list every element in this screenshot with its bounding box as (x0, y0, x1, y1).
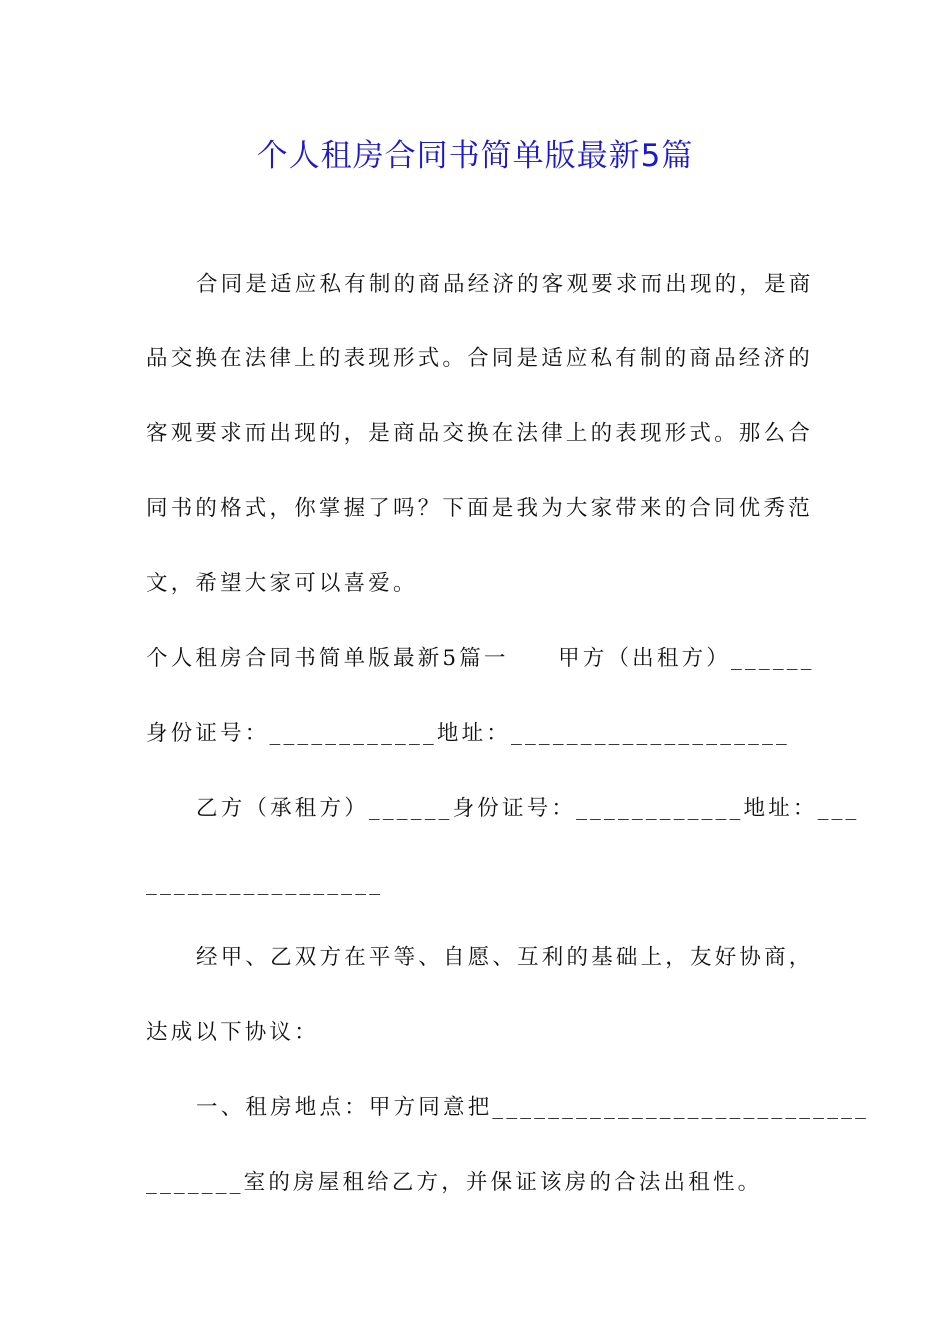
paragraph-line: 身份证号：____________地址：____________________ (146, 721, 791, 746)
paragraph-line: 客观要求而出现的，是商品交换在法律上的表现形式。那么合 (146, 421, 813, 446)
paragraph-line: 同书的格式，你掌握了吗？下面是我为大家带来的合同优秀范 (146, 496, 813, 521)
document-title: 个人租房合同书简单版最新5篇 (256, 138, 694, 174)
paragraph-line: 达成以下协议： (146, 1020, 319, 1045)
paragraph-line: _______室的房屋租给乙方，并保证该房的合法出租性。 (146, 1170, 763, 1195)
paragraph-line: _________________ (146, 871, 384, 896)
paragraph-line: 品交换在法律上的表现形式。合同是适应私有制的商品经济的 (146, 346, 813, 371)
section-heading-line: 个人租房合同书简单版最新5篇一 甲方（出租方）______ (146, 646, 815, 671)
paragraph-line: 合同是适应私有制的商品经济的客观要求而出现的，是商 (196, 272, 814, 297)
paragraph-line: 乙方（承租方）______身份证号：____________地址：___ (196, 796, 860, 821)
paragraph-line: 一、租房地点：甲方同意把___________________________ (196, 1095, 870, 1120)
paragraph-line: 经甲、乙双方在平等、自愿、互利的基础上，友好协商， (196, 945, 814, 970)
paragraph-line: 文，希望大家可以喜爱。 (146, 571, 418, 596)
